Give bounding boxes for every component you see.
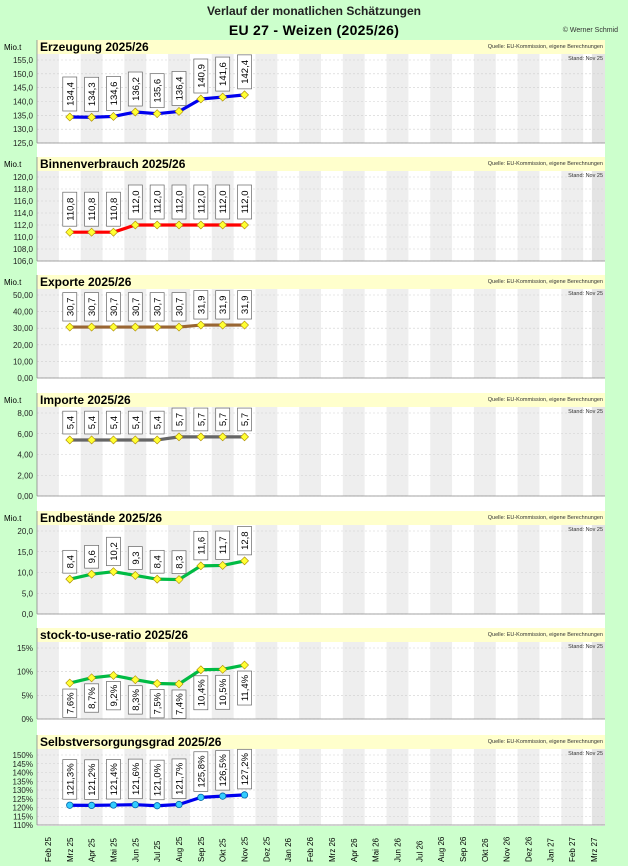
- x-tick-label: Sep 25: [196, 836, 206, 862]
- y-tick-label: 114,0: [13, 209, 33, 218]
- y-tick-label: 108,0: [12, 245, 33, 254]
- data-point: [132, 802, 138, 808]
- data-label: 5,7: [174, 412, 186, 427]
- data-label: 30,7: [87, 297, 99, 317]
- data-label: 8,4: [152, 555, 164, 569]
- data-label: 8,3%: [130, 689, 142, 711]
- data-label: 5,7: [196, 412, 208, 427]
- data-label: 5,7: [240, 412, 252, 427]
- data-label: 112,0: [240, 190, 252, 214]
- source-note: Quelle: EU-Kommission, eigene Berechnungen: [487, 632, 603, 638]
- y-tick-label: 5%: [21, 691, 33, 701]
- column-band: [255, 171, 277, 261]
- x-tick-label: Mai 26: [371, 837, 381, 862]
- x-tick-label: Mai 25: [109, 837, 119, 862]
- column-band: [474, 525, 496, 614]
- y-tick-label: 115%: [13, 812, 33, 822]
- column-band: [255, 407, 277, 496]
- x-tick-label: Jun 26: [393, 837, 403, 862]
- x-tick-label: Feb 27: [568, 837, 578, 862]
- column-band: [81, 525, 103, 614]
- data-label: 12,8: [240, 531, 252, 550]
- data-label: 121,4%: [108, 763, 120, 796]
- column-band: [518, 289, 540, 378]
- column-band: [387, 54, 409, 143]
- data-label: 110,8: [108, 197, 120, 221]
- y-tick-label: 8,00: [17, 409, 33, 418]
- column-band: [387, 749, 409, 825]
- data-label: 5,4: [130, 415, 142, 430]
- x-tick-label: Apr 26: [349, 838, 359, 862]
- data-label: 112,0: [152, 190, 164, 214]
- y-tick-label: 10%: [16, 667, 33, 677]
- data-label: 7,5%: [152, 692, 164, 715]
- y-tick-label: 135%: [12, 777, 33, 787]
- data-label: 5,4: [152, 415, 164, 430]
- column-band: [343, 749, 365, 825]
- margin-band: [592, 289, 605, 378]
- column-band: [343, 54, 365, 143]
- x-tick-label: Mrz 25: [65, 837, 75, 862]
- data-label: 110,8: [65, 197, 77, 221]
- data-point: [241, 792, 247, 798]
- column-band: [518, 54, 540, 143]
- source-note: Quelle: EU-Kommission, eigene Berechnungen: [487, 44, 603, 50]
- data-label: 121,2%: [87, 763, 99, 796]
- data-point: [88, 802, 94, 808]
- column-band: [255, 289, 277, 378]
- chart-title: Erzeugung 2025/26: [40, 40, 149, 54]
- data-label: 134,4: [65, 82, 77, 106]
- column-band: [430, 54, 452, 143]
- data-label: 110,8: [87, 197, 99, 221]
- column-band: [430, 289, 452, 378]
- data-label: 11,7: [218, 536, 230, 555]
- column-band: [299, 407, 321, 496]
- x-tick-label: Okt 26: [480, 838, 490, 862]
- data-label: 112,0: [174, 190, 186, 214]
- y-tick-label: 125,0: [12, 139, 33, 148]
- data-point: [110, 802, 116, 808]
- y-tick-label: 0,0: [21, 610, 33, 619]
- unit-label: Mio.t: [4, 160, 22, 169]
- x-tick-label: Dez 26: [524, 836, 534, 862]
- column-band: [299, 54, 321, 143]
- x-tick-label: Aug 26: [437, 836, 447, 862]
- x-tick-label: Dez 25: [262, 836, 272, 862]
- data-label: 112,0: [130, 190, 142, 214]
- column-band: [474, 289, 496, 378]
- data-label: 31,9: [196, 295, 208, 315]
- unit-label: Mio.t: [4, 514, 22, 523]
- x-tick-label: Nov 25: [240, 836, 250, 862]
- column-band: [299, 525, 321, 614]
- column-band: [474, 749, 496, 825]
- y-tick-label: 15%: [16, 644, 33, 653]
- margin-band: [592, 54, 605, 143]
- column-band: [343, 525, 365, 614]
- column-band: [561, 525, 583, 614]
- chart-title: stock-to-use-ratio 2025/26: [40, 628, 189, 642]
- data-label: 10,2: [108, 542, 120, 561]
- x-tick-label: Feb 25: [43, 837, 53, 862]
- margin-band: [592, 407, 605, 496]
- chart-title: Exporte 2025/26: [40, 275, 132, 289]
- data-label: 136,2: [130, 77, 142, 101]
- data-label: 9,6: [87, 550, 99, 564]
- x-tick-label: Sep 26: [459, 836, 468, 862]
- column-band: [561, 749, 583, 825]
- x-tick-label: Jan 27: [546, 837, 556, 862]
- column-band: [430, 171, 452, 261]
- y-tick-label: 20,00: [12, 340, 33, 350]
- y-tick-label: 5,0: [21, 589, 33, 599]
- data-label: 142,4: [240, 59, 252, 84]
- column-band: [255, 749, 277, 825]
- data-label: 140,9: [196, 64, 208, 88]
- y-tick-label: 2,00: [17, 471, 33, 481]
- stand-note: Stand: Nov 25: [568, 644, 603, 650]
- column-band: [299, 171, 321, 261]
- x-tick-label: Aug 25: [175, 836, 184, 862]
- chart-title: Selbstversorgungsgrad 2025/26: [40, 735, 222, 749]
- y-tick-label: 116,0: [13, 197, 33, 206]
- margin-band: [592, 171, 605, 261]
- source-note: Quelle: EU-Kommission, eigene Berechnungen: [487, 279, 603, 285]
- data-label: 31,9: [240, 295, 252, 315]
- column-band: [474, 54, 496, 143]
- column-band: [343, 407, 365, 496]
- x-tick-label: Jul 26: [415, 840, 425, 862]
- stand-note: Stand: Nov 25: [568, 56, 603, 62]
- y-tick-label: 118,0: [13, 185, 33, 194]
- y-tick-label: 120%: [12, 803, 33, 813]
- data-label: 8,3: [174, 555, 186, 569]
- x-tick-label: Nov 26: [502, 836, 512, 862]
- data-label: 11,6: [196, 536, 208, 555]
- column-band: [561, 171, 583, 261]
- column-band: [430, 525, 452, 614]
- y-tick-label: 125%: [12, 794, 33, 804]
- data-label: 7,4%: [174, 693, 186, 716]
- y-tick-label: 110%: [13, 821, 33, 830]
- column-band: [561, 642, 583, 719]
- column-band: [518, 407, 540, 496]
- y-tick-label: 0%: [21, 715, 33, 724]
- data-label: 112,0: [196, 190, 208, 214]
- data-point: [198, 794, 204, 800]
- chart-title: Endbestände 2025/26: [40, 511, 163, 525]
- data-label: 10,4%: [196, 679, 208, 707]
- source-note: Quelle: EU-Kommission, eigene Berechnungen: [487, 397, 603, 403]
- source-note: Quelle: EU-Kommission, eigene Berechnungen: [487, 739, 603, 745]
- column-band: [343, 642, 365, 719]
- y-tick-label: 15,0: [17, 547, 33, 557]
- unit-label: Mio.t: [4, 396, 22, 405]
- data-label: 125,8%: [196, 755, 208, 788]
- y-tick-label: 140%: [12, 768, 33, 778]
- unit-label: Mio.t: [4, 43, 22, 52]
- column-band: [561, 407, 583, 496]
- data-label: 141,6: [218, 62, 230, 86]
- data-label: 8,7%: [87, 687, 99, 709]
- data-label: 10,5%: [218, 678, 230, 706]
- page-title: Verlauf der monatlichen Schätzungen: [206, 4, 422, 18]
- column-band: [37, 749, 59, 825]
- column-band: [387, 289, 409, 378]
- data-label: 9,3: [130, 551, 142, 565]
- column-band: [299, 289, 321, 378]
- column-band: [474, 642, 496, 719]
- data-label: 31,9: [218, 295, 230, 315]
- x-tick-label: Apr 25: [87, 838, 97, 862]
- y-tick-label: 4,00: [17, 450, 33, 460]
- data-point: [219, 793, 225, 799]
- data-label: 5,7: [218, 412, 230, 427]
- stand-note: Stand: Nov 25: [568, 173, 603, 179]
- column-band: [474, 171, 496, 261]
- y-tick-label: 135,0: [12, 111, 33, 121]
- data-label: 121,6%: [130, 762, 142, 796]
- column-band: [518, 749, 540, 825]
- chart-title: Binnenverbrauch 2025/26: [40, 157, 186, 171]
- data-label: 5,4: [65, 415, 77, 430]
- y-tick-label: 120,0: [12, 173, 33, 182]
- data-label: 7,6%: [65, 692, 77, 715]
- column-band: [299, 749, 321, 825]
- data-label: 30,7: [130, 297, 142, 317]
- column-band: [387, 171, 409, 261]
- data-label: 112,0: [218, 190, 230, 214]
- y-tick-label: 130%: [12, 786, 33, 795]
- y-tick-label: 30,00: [12, 324, 33, 334]
- data-label: 30,7: [174, 297, 186, 317]
- y-tick-label: 106,0: [12, 257, 33, 266]
- data-label: 30,7: [152, 297, 164, 317]
- data-label: 134,6: [108, 81, 120, 106]
- stand-note: Stand: Nov 25: [568, 291, 603, 297]
- column-band: [255, 54, 277, 143]
- margin-band: [592, 749, 605, 825]
- data-label: 121,3%: [65, 763, 77, 796]
- column-band: [474, 407, 496, 496]
- stand-note: Stand: Nov 25: [568, 409, 603, 415]
- y-tick-label: 10,00: [12, 357, 33, 367]
- column-band: [37, 407, 59, 496]
- x-tick-label: Feb 26: [306, 837, 316, 862]
- data-label: 136,4: [174, 76, 186, 101]
- x-tick-label: Mrz 27: [590, 837, 600, 862]
- data-point: [176, 801, 182, 807]
- y-tick-label: 6,00: [17, 429, 33, 439]
- unit-label: Mio.t: [4, 278, 22, 287]
- y-tick-label: 110,0: [13, 233, 33, 242]
- data-label: 30,7: [65, 297, 77, 317]
- x-tick-label: Jan 26: [284, 837, 294, 862]
- column-band: [37, 642, 59, 719]
- column-band: [430, 642, 452, 719]
- y-tick-label: 0,00: [17, 492, 33, 501]
- column-band: [37, 171, 59, 261]
- stand-note: Stand: Nov 25: [568, 751, 603, 757]
- margin-band: [592, 642, 605, 719]
- column-band: [518, 525, 540, 614]
- column-band: [37, 525, 59, 614]
- data-label: 135,6: [152, 78, 164, 103]
- y-tick-label: 150%: [12, 751, 33, 760]
- data-label: 5,4: [108, 415, 120, 430]
- y-tick-label: 20,0: [17, 527, 33, 536]
- column-band: [561, 289, 583, 378]
- y-tick-label: 145%: [12, 759, 33, 769]
- x-tick-label: Okt 25: [218, 838, 228, 862]
- y-tick-label: 0,00: [17, 374, 33, 383]
- page-subtitle: EU 27 - Weizen (2025/26): [228, 22, 400, 38]
- copyright-note: © Werner Schmid: [562, 27, 618, 34]
- column-band: [518, 642, 540, 719]
- y-tick-label: 50,00: [12, 291, 33, 300]
- y-tick-label: 150,0: [12, 69, 33, 79]
- data-label: 121,7%: [174, 762, 186, 795]
- data-label: 127,2%: [240, 752, 252, 786]
- column-band: [37, 289, 59, 378]
- y-tick-label: 140,0: [12, 97, 33, 107]
- column-band: [299, 642, 321, 719]
- y-tick-label: 10,0: [17, 568, 33, 578]
- column-band: [518, 171, 540, 261]
- column-band: [430, 749, 452, 825]
- x-tick-label: Mrz 26: [327, 837, 337, 862]
- y-tick-label: 40,00: [12, 307, 33, 317]
- x-tick-label: Jul 25: [153, 840, 163, 862]
- column-band: [37, 54, 59, 143]
- data-label: 121,0%: [152, 763, 164, 797]
- data-label: 5,4: [87, 415, 99, 430]
- data-point: [154, 803, 160, 809]
- column-band: [255, 642, 277, 719]
- margin-band: [592, 525, 605, 614]
- data-label: 126,5%: [218, 754, 230, 787]
- stand-note: Stand: Nov 25: [568, 527, 603, 533]
- column-band: [343, 171, 365, 261]
- chart-title: Importe 2025/26: [40, 393, 131, 407]
- data-label: 30,7: [108, 297, 120, 317]
- source-note: Quelle: EU-Kommission, eigene Berechnungen: [487, 515, 603, 521]
- column-band: [387, 642, 409, 719]
- x-tick-label: Jun 25: [131, 837, 141, 862]
- column-band: [430, 407, 452, 496]
- column-band: [343, 289, 365, 378]
- column-band: [387, 525, 409, 614]
- y-tick-label: 155,0: [12, 56, 33, 65]
- column-band: [387, 407, 409, 496]
- y-tick-label: 112,0: [13, 221, 33, 230]
- data-label: 9,2%: [108, 684, 120, 707]
- data-point: [67, 802, 73, 808]
- column-band: [561, 54, 583, 143]
- column-band: [255, 525, 277, 614]
- y-tick-label: 145,0: [12, 83, 33, 93]
- data-label: 8,4: [65, 555, 77, 569]
- data-label: 11,4%: [240, 674, 252, 702]
- y-tick-label: 130,0: [12, 125, 33, 135]
- source-note: Quelle: EU-Kommission, eigene Berechnungen: [487, 161, 603, 167]
- data-label: 134,3: [87, 82, 99, 107]
